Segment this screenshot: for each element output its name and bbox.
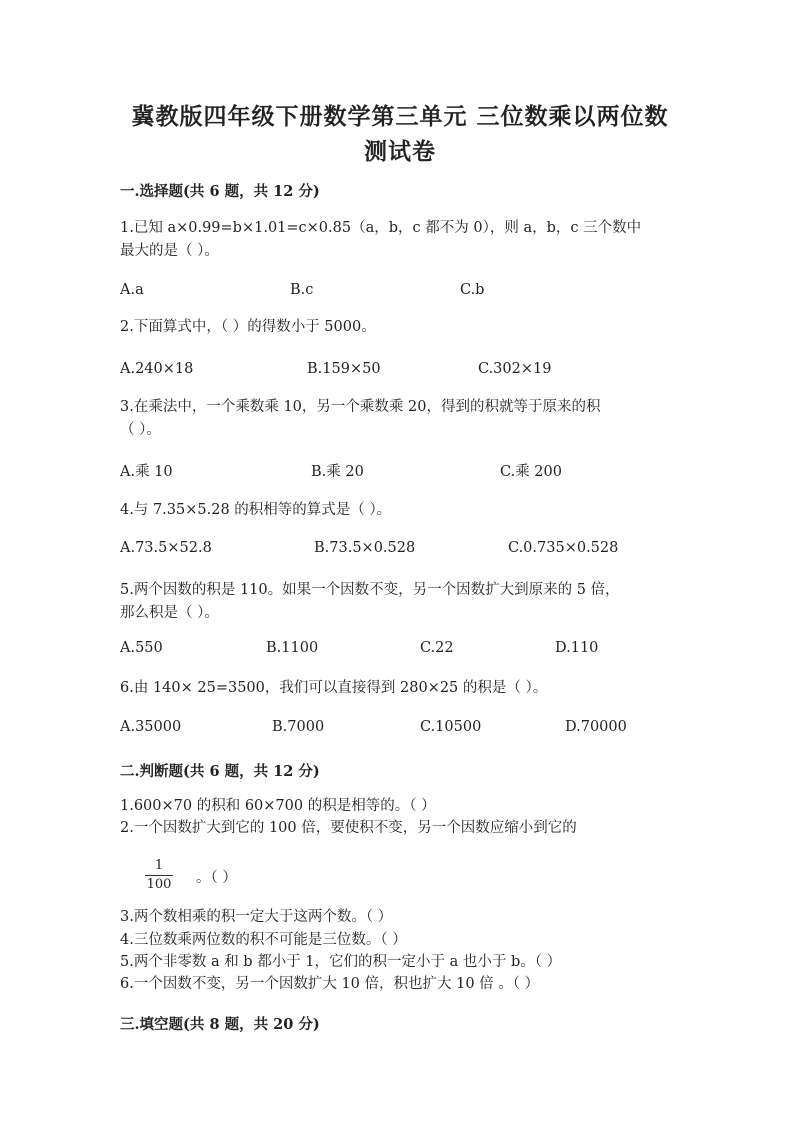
question-5-line2: 那么积是（ ）。 — [120, 605, 219, 621]
section-heading-judge: 二.判断题(共 6 题，共 12 分) — [120, 763, 320, 780]
question-5-option-a: A.550 — [120, 640, 163, 656]
question-5-option-b: B.1100 — [266, 640, 319, 656]
judge-2-line1: 2.一个因数扩大到它的 100 倍，要使积不变，另一个因数应缩小到它的 — [120, 820, 577, 836]
question-5-line1: 5.两个因数的积是 110。如果一个因数不变，另一个因数扩大到原来的 5 倍， — [120, 582, 620, 598]
question-3-option-c: C.乘 200 — [500, 464, 562, 480]
question-2-option-c: C.302×19 — [478, 361, 552, 377]
page-title: 冀教版四年级下册数学第三单元 三位数乘以两位数 — [131, 103, 669, 130]
question-4-line1: 4.与 7.35×5.28 的积相等的算式是（ ）。 — [120, 502, 392, 518]
question-6-option-b: B.7000 — [272, 719, 325, 735]
question-4-option-c: C.0.735×0.528 — [508, 540, 619, 556]
section-heading-fill: 三.填空题(共 8 题，共 20 分) — [120, 1016, 320, 1033]
fraction-bar — [145, 875, 173, 876]
question-1-option-b: B.c — [290, 282, 314, 298]
question-3-option-a: A.乘 10 — [120, 464, 173, 480]
judge-1: 1.600×70 的积和 60×700 的积是相等的。（ ） — [120, 798, 436, 814]
question-4-option-b: B.73.5×0.528 — [314, 540, 416, 556]
question-6-option-d: D.70000 — [565, 719, 627, 735]
question-5-option-d: D.110 — [555, 640, 599, 656]
question-1-line1: 1.已知 a×0.99=b×1.01=c×0.85（a，b，c 都不为 0），则 a，b，c 三个数中 — [120, 220, 642, 236]
judge-5: 5.两个非零数 a 和 b 都小于 1，它们的积一定小于 a 也小于 b。（ ） — [120, 954, 562, 970]
fraction-denominator: 100 — [146, 877, 172, 892]
judge-4: 4.三位数乘两位数的积不可能是三位数。（ ） — [120, 932, 407, 948]
question-1-option-c: C.b — [460, 282, 485, 298]
question-3-line2: （ ）。 — [120, 422, 161, 438]
page-title-line2: 测试卷 — [364, 138, 436, 165]
question-5-option-c: C.22 — [420, 640, 454, 656]
question-1-option-a: A.a — [120, 282, 144, 298]
judge-2-line2: 。（ ） — [196, 870, 237, 886]
question-2-option-b: B.159×50 — [307, 361, 381, 377]
judge-6: 6.一个因数不变，另一个因数扩大 10 倍，积也扩大 10 倍 。（ ） — [120, 976, 540, 992]
question-6-option-a: A.35000 — [120, 719, 182, 735]
question-2-option-a: A.240×18 — [120, 361, 194, 377]
question-1-line2: 最大的是（ ）。 — [120, 243, 219, 259]
question-6-option-c: C.10500 — [420, 719, 482, 735]
question-6-line1: 6.由 140× 25=3500，我们可以直接得到 280×25 的积是（ ）。 — [120, 680, 548, 696]
question-4-option-a: A.73.5×52.8 — [120, 540, 212, 556]
section-heading-choice: 一.选择题(共 6 题，共 12 分) — [120, 183, 320, 200]
question-3-option-b: B.乘 20 — [311, 464, 364, 480]
question-2-line1: 2.下面算式中，（ ）的得数小于 5000。 — [120, 319, 376, 335]
judge-3: 3.两个数相乘的积一定大于这两个数。（ ） — [120, 909, 393, 925]
fraction-numerator: 1 — [154, 858, 164, 873]
fraction-one-hundredth — [145, 858, 173, 893]
question-3-line1: 3.在乘法中，一个乘数乘 10，另一个乘数乘 20，得到的积就等于原来的积 — [120, 399, 601, 415]
